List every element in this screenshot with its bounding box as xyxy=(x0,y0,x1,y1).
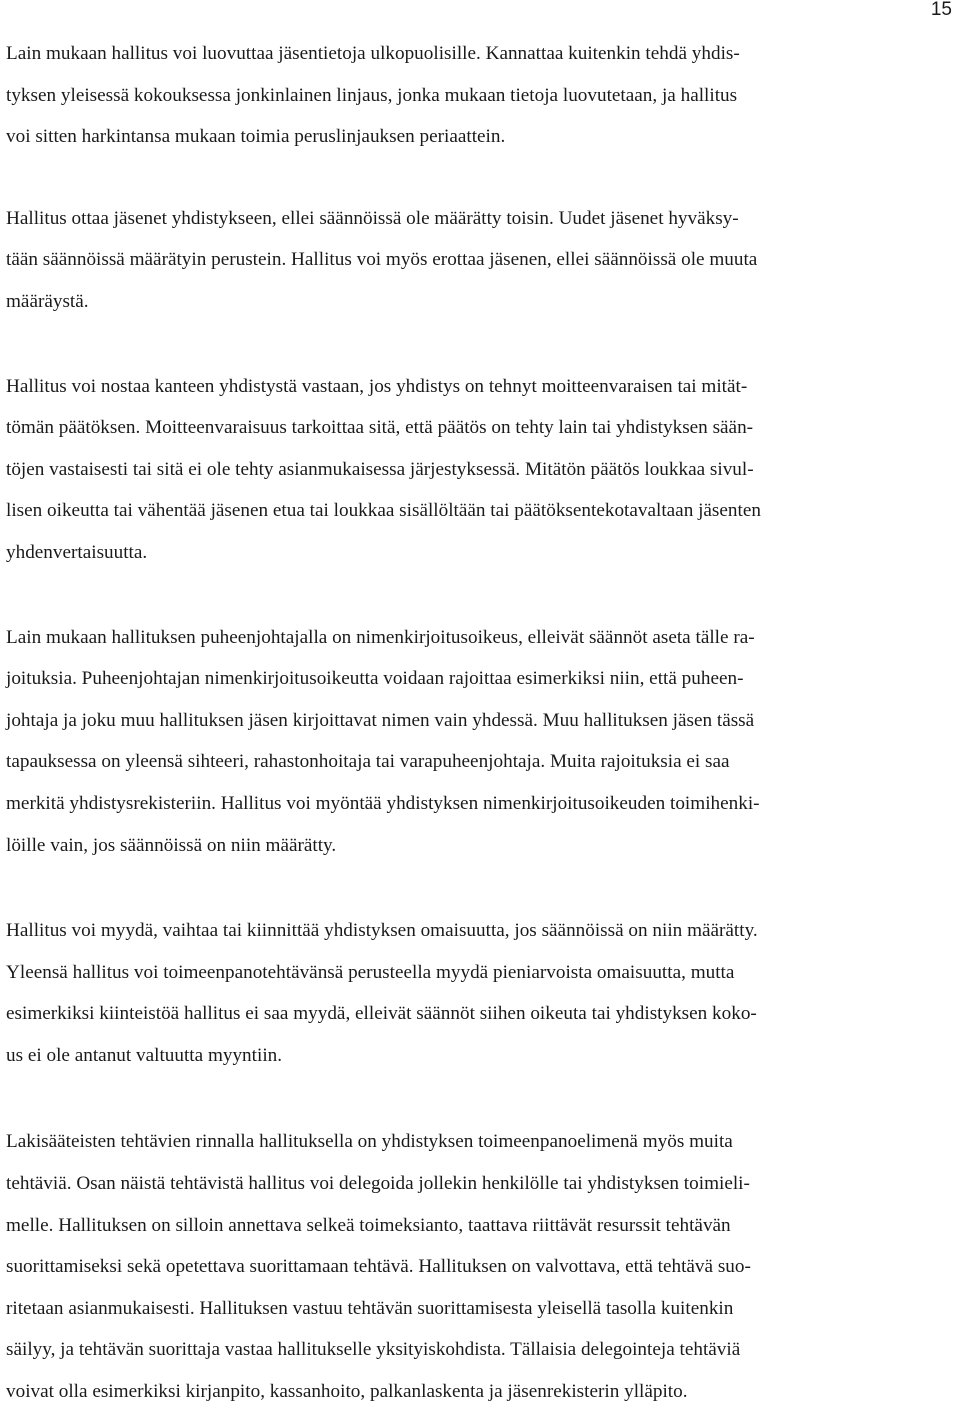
paragraph-property-sale: Hallitus voi myydä, vaihtaa tai kiinnittää yhdistyksen omaisuutta, jos säännöissä on niin määrätty. Yleensä hallitus voi toimeenpanotehtävänsä perusteella myydä pieniarvoista omaisuutta, mutta esimerkiksi kiinteistöä hallitus ei saa myydä, elleivät säännöt siihen oikeuta tai yhdistyksen koko- us ei ole antanut valtuutta myyntiin. xyxy=(6,920,758,1066)
paragraph-legal-action: Hallitus voi nostaa kanteen yhdistystä vastaan, jos yhdistys on tehnyt moitteenvaraisen tai mität- tömän päätöksen. Moitteenvaraisuus tarkoittaa sitä, että päätös on tehty lain tai yhdistyksen sään- töjen vastaisesti tai sitä ei ole tehty asianmukaisessa järjestyksessä. Mitätön päätös loukkaa sivul- lisen oikeutta tai vähentää jäsenen etua tai loukkaa sisällöltään tai päätöksentekotavaltaan jäsenten yhdenvertaisuutta. xyxy=(6,375,761,563)
document-body xyxy=(6,33,958,1413)
page-number: 15 xyxy=(930,0,952,20)
paragraph-signing-authority: Lain mukaan hallituksen puheenjohtajalla on nimenkirjoitusoikeus, elleivät säännöt aseta tälle ra- joituksia. Puheenjohtajan nimenkirjoitusoikeutta voidaan rajoittaa esimerkiksi niin, että puheen- johtaja ja joku muu hallituksen jäsen kirjoittavat nimen vain yhdessä. Muu hallituksen jäsen tässä tapauksessa on yleensä sihteeri, rahastonhoitaja tai varapuheenjohtaja. Muita rajoituksia ei saa merkitä yhdistysrekisteriin. Hallitus voi myöntää yhdistyksen nimenkirjoitusoikeuden toimihenki- löille vain, jos säännöissä on niin määrätty. xyxy=(6,626,760,856)
paragraph-delegation: Lakisääteisten tehtävien rinnalla hallituksella on yhdistyksen toimeenpanoelimenä myös muita tehtäviä. Osan näistä tehtävistä hallitus voi delegoida jollekin henkilölle tai yhdistyksen toimieli- melle. Hallituksen on silloin annettava selkeä toimeksianto, taattava riittävät resurssit tehtävän suorittamiseksi sekä opetettava suorittamaan tehtävä. Hallituksen on valvottava, että tehtävä suo- ritetaan asianmukaisesti. Hallituksen vastuu tehtävän suorittamisesta yleisellä tasolla kuitenkin säilyy, ja tehtävän suorittaja vastaa hallitukselle yksityiskohdista. Tällaisia delegointeja tehtäviä voivat olla esimerkiksi kirjanpito, kassanhoito, palkanlaskenta ja jäsenrekisterin ylläpito. xyxy=(6,1131,751,1403)
paragraph-member-data-disclosure: Lain mukaan hallitus voi luovuttaa jäsentietoja ulkopuolisille. Kannattaa kuitenkin tehdä yhdis- tyksen yleisessä kokouksessa jonkinlainen linjaus, jonka mukaan tietoja luovutetaan, ja hallitus voi sitten harkintansa mukaan toimia peruslinjauksen periaattein. xyxy=(6,43,740,148)
paragraph-member-admission: Hallitus ottaa jäsenet yhdistykseen, ellei säännöissä ole määrätty toisin. Uudet jäsenet hyväksy- tään säännöissä määrätyin perustein. Hallitus voi myös erottaa jäsenen, ellei säännöissä ole muuta määräystä. xyxy=(6,207,758,312)
